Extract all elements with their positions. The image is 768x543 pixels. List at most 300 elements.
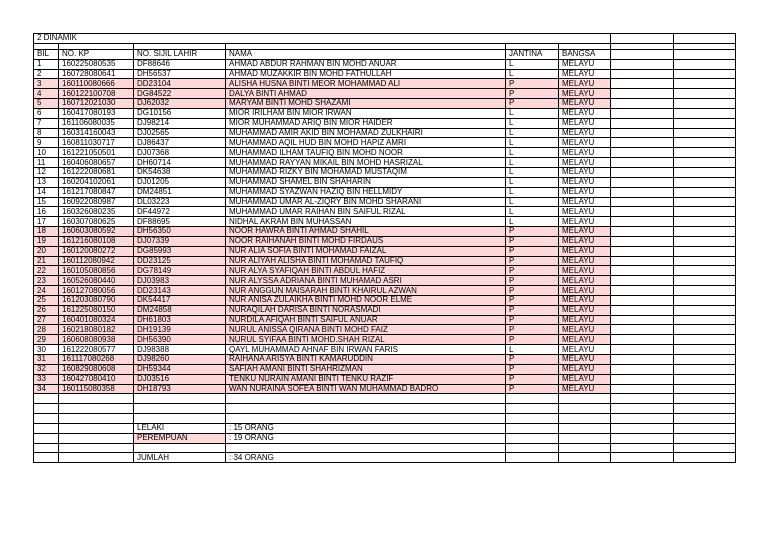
empty-cell[interactable] [674,227,736,237]
table-cell[interactable]: 160307080625 [59,217,134,227]
empty-cell[interactable] [59,453,134,463]
empty-cell[interactable] [674,89,736,99]
empty-cell[interactable] [611,443,674,453]
table-cell[interactable]: MIOR MUHAMMAD ARIQ BIN MIOR HAIDER [226,118,506,128]
table-cell[interactable]: DJ03983 [134,276,226,286]
table-cell[interactable]: DJ07339 [134,236,226,246]
summary-value[interactable]: : 15 ORANG [226,423,506,433]
empty-cell[interactable] [34,414,59,424]
table-cell[interactable]: DF44972 [134,207,226,217]
table-cell[interactable]: MELAYU [559,384,611,394]
empty-cell[interactable] [611,187,674,197]
table-cell[interactable]: P [506,246,559,256]
table-cell[interactable]: NURUL ANISSA QIRANA BINTI MOHD FAIZ [226,325,506,335]
empty-cell[interactable] [559,404,611,414]
table-cell[interactable]: MUHAMMAD SHAMEL BIN SHAHARIN [226,177,506,187]
empty-cell[interactable] [226,394,506,404]
table-cell[interactable]: SAFIAH AMANI BINTI SHAHRIZMAN [226,364,506,374]
empty-cell[interactable] [611,99,674,109]
table-cell[interactable]: 6 [34,108,59,118]
empty-cell[interactable] [674,305,736,315]
table-cell[interactable]: 20 [34,246,59,256]
table-cell[interactable]: NUR ANISA ZULAIKHA BINTI MOHD NOOR ELME [226,295,506,305]
table-cell[interactable]: TENKU NURAIN AMANI BINTI TENKU RAZIF [226,374,506,384]
table-cell[interactable]: 26 [34,305,59,315]
table-cell[interactable]: DH59344 [134,364,226,374]
empty-cell[interactable] [559,443,611,453]
table-cell[interactable]: DJ62032 [134,99,226,109]
empty-cell[interactable] [134,404,226,414]
empty-cell[interactable] [674,295,736,305]
table-cell[interactable]: MELAYU [559,355,611,365]
table-cell[interactable]: MELAYU [559,295,611,305]
empty-cell[interactable] [674,453,736,463]
table-cell[interactable]: P [506,315,559,325]
table-cell[interactable]: NIDHAL AKRAM BIN MUHASSAN [226,217,506,227]
table-cell[interactable]: L [506,118,559,128]
empty-cell[interactable] [674,266,736,276]
table-cell[interactable]: P [506,384,559,394]
empty-cell[interactable] [674,99,736,109]
table-cell[interactable]: 29 [34,335,59,345]
table-cell[interactable]: MELAYU [559,246,611,256]
empty-cell[interactable] [674,315,736,325]
table-cell[interactable]: 160218080182 [59,325,134,335]
table-cell[interactable]: 32 [34,364,59,374]
empty-cell[interactable] [34,453,59,463]
column-header[interactable]: JANTINA [506,49,559,59]
empty-cell[interactable] [611,374,674,384]
table-cell[interactable]: MELAYU [559,148,611,158]
table-cell[interactable]: 160225080535 [59,59,134,69]
table-cell[interactable]: 25 [34,295,59,305]
empty-cell[interactable] [506,433,559,443]
table-cell[interactable]: DF88646 [134,59,226,69]
table-cell[interactable]: 161222080681 [59,167,134,177]
empty-cell[interactable] [674,433,736,443]
table-cell[interactable]: 10 [34,148,59,158]
empty-cell[interactable] [611,79,674,89]
table-cell[interactable]: MELAYU [559,207,611,217]
empty-cell[interactable] [59,423,134,433]
table-cell[interactable]: MIOR IRILHAM BIN MIOR IRWAN [226,108,506,118]
empty-cell[interactable] [59,443,134,453]
table-cell[interactable]: 18 [34,227,59,237]
empty-cell[interactable] [674,423,736,433]
table-cell[interactable]: P [506,286,559,296]
empty-cell[interactable] [611,108,674,118]
empty-cell[interactable] [674,394,736,404]
table-cell[interactable]: L [506,158,559,168]
empty-cell[interactable] [611,404,674,414]
table-cell[interactable]: 160603080592 [59,227,134,237]
empty-cell[interactable] [674,167,736,177]
table-cell[interactable]: NURDILA AFIQAH BINTI SAIFUL ANUAR [226,315,506,325]
table-cell[interactable]: MARYAM BINTI MOHD SHAZAMI [226,99,506,109]
table-cell[interactable]: L [506,217,559,227]
empty-cell[interactable] [59,433,134,443]
table-cell[interactable]: 160417080193 [59,108,134,118]
table-cell[interactable]: 21 [34,256,59,266]
summary-label[interactable]: LELAKI [134,423,226,433]
table-cell[interactable]: L [506,187,559,197]
table-cell[interactable]: AHMAD ABDUR RAHMAN BIN MOHD ANUAR [226,59,506,69]
empty-cell[interactable] [226,404,506,414]
table-cell[interactable]: L [506,128,559,138]
table-cell[interactable]: 160127080056 [59,286,134,296]
column-header[interactable]: NAMA [226,49,506,59]
table-cell[interactable]: 161117080268 [59,355,134,365]
summary-label[interactable]: PEREMPUAN [134,433,226,443]
table-cell[interactable]: DG85993 [134,246,226,256]
table-cell[interactable]: 161225080150 [59,305,134,315]
summary-value[interactable]: : 19 ORANG [226,433,506,443]
empty-cell[interactable] [506,453,559,463]
empty-cell[interactable] [611,89,674,99]
table-cell[interactable]: DM24851 [134,187,226,197]
empty-cell[interactable] [611,384,674,394]
table-cell[interactable]: DH61803 [134,315,226,325]
table-cell[interactable]: DJ02565 [134,128,226,138]
table-cell[interactable]: DH18793 [134,384,226,394]
table-cell[interactable]: 22 [34,266,59,276]
table-cell[interactable]: 160110080666 [59,79,134,89]
empty-cell[interactable] [59,404,134,414]
table-cell[interactable]: P [506,295,559,305]
table-cell[interactable]: 7 [34,118,59,128]
table-cell[interactable]: DF88695 [134,217,226,227]
empty-cell[interactable] [611,266,674,276]
empty-cell[interactable] [559,394,611,404]
table-cell[interactable]: 28 [34,325,59,335]
table-cell[interactable]: 160314160043 [59,128,134,138]
table-cell[interactable]: DH60714 [134,158,226,168]
table-cell[interactable]: MELAYU [559,345,611,355]
table-cell[interactable]: MELAYU [559,276,611,286]
table-cell[interactable]: MELAYU [559,197,611,207]
empty-cell[interactable] [674,256,736,266]
empty-cell[interactable] [506,443,559,453]
table-cell[interactable]: DH56537 [134,69,226,79]
table-cell[interactable]: MELAYU [559,167,611,177]
table-cell[interactable]: P [506,99,559,109]
empty-cell[interactable] [674,443,736,453]
table-cell[interactable]: L [506,207,559,217]
table-cell[interactable]: MELAYU [559,59,611,69]
table-cell[interactable]: P [506,236,559,246]
table-cell[interactable]: MELAYU [559,138,611,148]
empty-cell[interactable] [611,167,674,177]
table-cell[interactable]: 160811030717 [59,138,134,148]
empty-cell[interactable] [506,394,559,404]
empty-cell[interactable] [674,49,736,59]
table-cell[interactable]: 161106080035 [59,118,134,128]
table-cell[interactable]: L [506,138,559,148]
table-cell[interactable]: P [506,374,559,384]
empty-cell[interactable] [674,34,736,44]
table-cell[interactable]: P [506,276,559,286]
empty-cell[interactable] [506,414,559,424]
empty-cell[interactable] [611,227,674,237]
column-header[interactable]: BANGSA [559,49,611,59]
table-cell[interactable]: MELAYU [559,256,611,266]
empty-cell[interactable] [674,148,736,158]
empty-cell[interactable] [611,335,674,345]
empty-cell[interactable] [559,433,611,443]
table-cell[interactable]: 15 [34,197,59,207]
empty-cell[interactable] [611,197,674,207]
table-cell[interactable]: 161216080108 [59,236,134,246]
table-cell[interactable]: P [506,79,559,89]
table-cell[interactable]: 23 [34,276,59,286]
table-cell[interactable]: DJ03516 [134,374,226,384]
table-cell[interactable]: DG84522 [134,89,226,99]
table-cell[interactable]: MELAYU [559,118,611,128]
table-cell[interactable]: P [506,325,559,335]
empty-cell[interactable] [134,394,226,404]
empty-cell[interactable] [611,177,674,187]
table-cell[interactable]: MELAYU [559,128,611,138]
empty-cell[interactable] [34,433,59,443]
table-cell[interactable]: MELAYU [559,236,611,246]
table-cell[interactable]: 2 [34,69,59,79]
table-cell[interactable]: 160406080657 [59,158,134,168]
table-cell[interactable]: DD23143 [134,286,226,296]
empty-cell[interactable] [674,414,736,424]
table-cell[interactable]: 13 [34,177,59,187]
empty-cell[interactable] [611,246,674,256]
empty-cell[interactable] [611,414,674,424]
table-cell[interactable]: 161222080577 [59,345,134,355]
table-cell[interactable]: L [506,59,559,69]
empty-cell[interactable] [674,59,736,69]
table-cell[interactable]: P [506,227,559,237]
empty-cell[interactable] [611,148,674,158]
table-cell[interactable]: 161203080790 [59,295,134,305]
table-cell[interactable]: MELAYU [559,335,611,345]
empty-cell[interactable] [226,414,506,424]
empty-cell[interactable] [611,364,674,374]
table-cell[interactable]: 160122100708 [59,89,134,99]
empty-cell[interactable] [674,355,736,365]
table-cell[interactable]: WAN NURAINA SOFEA BINTI WAN MUHAMMAD BADRO [226,384,506,394]
empty-cell[interactable] [59,394,134,404]
table-cell[interactable]: RAIHANA ARISYA BINTI KAMARUDDIN [226,355,506,365]
table-cell[interactable]: 14 [34,187,59,197]
table-cell[interactable]: MELAYU [559,227,611,237]
table-cell[interactable]: ALISHA HUSNA BINTI MEOR MOHAMMAD ALI [226,79,506,89]
table-cell[interactable]: DJ98214 [134,118,226,128]
empty-cell[interactable] [674,404,736,414]
empty-cell[interactable] [674,118,736,128]
empty-cell[interactable] [611,49,674,59]
empty-cell[interactable] [674,207,736,217]
table-cell[interactable]: DK54417 [134,295,226,305]
empty-cell[interactable] [611,118,674,128]
empty-cell[interactable] [674,276,736,286]
table-cell[interactable]: MELAYU [559,266,611,276]
table-cell[interactable]: 160105080856 [59,266,134,276]
empty-cell[interactable] [674,325,736,335]
table-cell[interactable]: 16 [34,207,59,217]
empty-cell[interactable] [674,177,736,187]
empty-cell[interactable] [611,295,674,305]
table-cell[interactable]: L [506,177,559,187]
table-cell[interactable]: QAYL MUHAMMAD AHNAF BIN IRWAN FARIS [226,345,506,355]
table-cell[interactable]: P [506,355,559,365]
table-cell[interactable]: DJ98388 [134,345,226,355]
empty-cell[interactable] [34,404,59,414]
empty-cell[interactable] [506,404,559,414]
table-cell[interactable]: L [506,148,559,158]
table-cell[interactable]: MELAYU [559,89,611,99]
table-cell[interactable]: NUR ALIA SOFIA BINTI MOHAMAD FAIZAL [226,246,506,256]
table-cell[interactable]: DH19139 [134,325,226,335]
empty-cell[interactable] [674,364,736,374]
empty-cell[interactable] [611,128,674,138]
empty-cell[interactable] [674,128,736,138]
table-cell[interactable]: 3 [34,79,59,89]
table-cell[interactable]: 1 [34,59,59,69]
table-cell[interactable]: 160728080641 [59,69,134,79]
table-cell[interactable]: DG78149 [134,266,226,276]
table-cell[interactable]: NUR ALYA SYAFIQAH BINTI ABDUL HAFIZ [226,266,506,276]
table-cell[interactable]: DJ86437 [134,138,226,148]
empty-cell[interactable] [674,335,736,345]
table-cell[interactable]: 11 [34,158,59,168]
empty-cell[interactable] [674,79,736,89]
empty-cell[interactable] [611,207,674,217]
table-cell[interactable]: 31 [34,355,59,365]
table-cell[interactable]: DG10156 [134,108,226,118]
empty-cell[interactable] [674,374,736,384]
empty-cell[interactable] [559,423,611,433]
table-cell[interactable]: MUHAMMAD UMAR AL-ZIQRY BIN MOHD SHARANI [226,197,506,207]
column-header[interactable]: BIL [34,49,59,59]
empty-cell[interactable] [674,286,736,296]
empty-cell[interactable] [611,217,674,227]
table-cell[interactable]: 5 [34,99,59,109]
table-cell[interactable]: 161221050501 [59,148,134,158]
table-cell[interactable]: DJ01205 [134,177,226,187]
table-cell[interactable]: AHMAD MUZAKKIR BIN MOHD FATHULLAH [226,69,506,79]
empty-cell[interactable] [611,69,674,79]
empty-cell[interactable] [674,197,736,207]
table-cell[interactable]: L [506,69,559,79]
table-cell[interactable]: MELAYU [559,305,611,315]
table-cell[interactable]: MUHAMMAD AMIR AKID BIN MOHAMAD ZULKHAIRI [226,128,506,138]
table-cell[interactable]: DH56390 [134,335,226,345]
empty-cell[interactable] [34,443,59,453]
table-cell[interactable]: 160427080410 [59,374,134,384]
table-cell[interactable]: DJ07368 [134,148,226,158]
table-cell[interactable]: 161217080847 [59,187,134,197]
table-cell[interactable]: MELAYU [559,177,611,187]
empty-cell[interactable] [611,138,674,148]
table-cell[interactable]: 160526080440 [59,276,134,286]
table-cell[interactable]: 8 [34,128,59,138]
empty-cell[interactable] [611,256,674,266]
empty-cell[interactable] [674,236,736,246]
table-cell[interactable]: 160115080358 [59,384,134,394]
table-cell[interactable]: 160120080272 [59,246,134,256]
empty-cell[interactable] [611,394,674,404]
table-cell[interactable]: DM24858 [134,305,226,315]
table-cell[interactable]: 34 [34,384,59,394]
table-cell[interactable]: 17 [34,217,59,227]
table-cell[interactable]: MELAYU [559,99,611,109]
table-cell[interactable]: P [506,364,559,374]
empty-cell[interactable] [34,423,59,433]
empty-cell[interactable] [674,108,736,118]
table-cell[interactable]: P [506,256,559,266]
empty-cell[interactable] [611,158,674,168]
table-cell[interactable]: MELAYU [559,69,611,79]
empty-cell[interactable] [559,414,611,424]
table-cell[interactable]: L [506,167,559,177]
table-cell[interactable]: 160608080938 [59,335,134,345]
table-cell[interactable]: P [506,266,559,276]
table-cell[interactable]: MUHAMMAD RIZKY BIN MOHAMAD MUSTAQIM [226,167,506,177]
empty-cell[interactable] [674,187,736,197]
summary-label[interactable]: JUMLAH [134,453,226,463]
empty-cell[interactable] [611,433,674,443]
summary-label[interactable] [134,443,226,453]
empty-cell[interactable] [611,315,674,325]
table-cell[interactable]: MUHAMMAD SYAZWAN HAZIQ BIN HELLMIDY [226,187,506,197]
table-cell[interactable]: DL03223 [134,197,226,207]
table-cell[interactable]: MELAYU [559,187,611,197]
table-cell[interactable]: L [506,345,559,355]
table-cell[interactable]: MELAYU [559,217,611,227]
empty-cell[interactable] [674,158,736,168]
table-cell[interactable]: L [506,197,559,207]
empty-cell[interactable] [559,453,611,463]
sheet-title-cell[interactable]: 2 DINAMIK [34,34,611,44]
empty-cell[interactable] [611,59,674,69]
table-cell[interactable]: 160204102061 [59,177,134,187]
table-cell[interactable]: MELAYU [559,158,611,168]
table-cell[interactable]: 160712021030 [59,99,134,109]
table-cell[interactable]: NURAQILAH DARISA BINTI NORASMADI [226,305,506,315]
table-cell[interactable]: 30 [34,345,59,355]
empty-cell[interactable] [611,236,674,246]
table-cell[interactable]: NUR ALYSSA ADRIANA BINTI MUHAMAD ASRI [226,276,506,286]
empty-cell[interactable] [674,69,736,79]
column-header[interactable]: NO. KP [59,49,134,59]
empty-cell[interactable] [611,286,674,296]
empty-cell[interactable] [611,34,674,44]
table-cell[interactable]: 160326080235 [59,207,134,217]
column-header[interactable]: NO. SIJIL LAHIR [134,49,226,59]
table-cell[interactable]: DD23125 [134,256,226,266]
table-cell[interactable]: NOOR HAWRA BINTI AHMAD SHAHIL [226,227,506,237]
empty-cell[interactable] [611,276,674,286]
table-cell[interactable]: NURUL SYIFAA BINTI MOHD.SHAH RIZAL [226,335,506,345]
empty-cell[interactable] [611,345,674,355]
empty-cell[interactable] [674,217,736,227]
table-cell[interactable]: DJ98260 [134,355,226,365]
empty-cell[interactable] [59,414,134,424]
table-cell[interactable]: 160401080324 [59,315,134,325]
table-cell[interactable]: NUR ALIYAH ALISHA BINTI MOHAMAD TAUFIQ [226,256,506,266]
table-cell[interactable]: MELAYU [559,315,611,325]
table-cell[interactable]: MELAYU [559,108,611,118]
empty-cell[interactable] [674,345,736,355]
table-cell[interactable]: DK54638 [134,167,226,177]
empty-cell[interactable] [674,384,736,394]
table-cell[interactable]: NOOR RAIHANAH BINTI MOHD FIRDAUS [226,236,506,246]
